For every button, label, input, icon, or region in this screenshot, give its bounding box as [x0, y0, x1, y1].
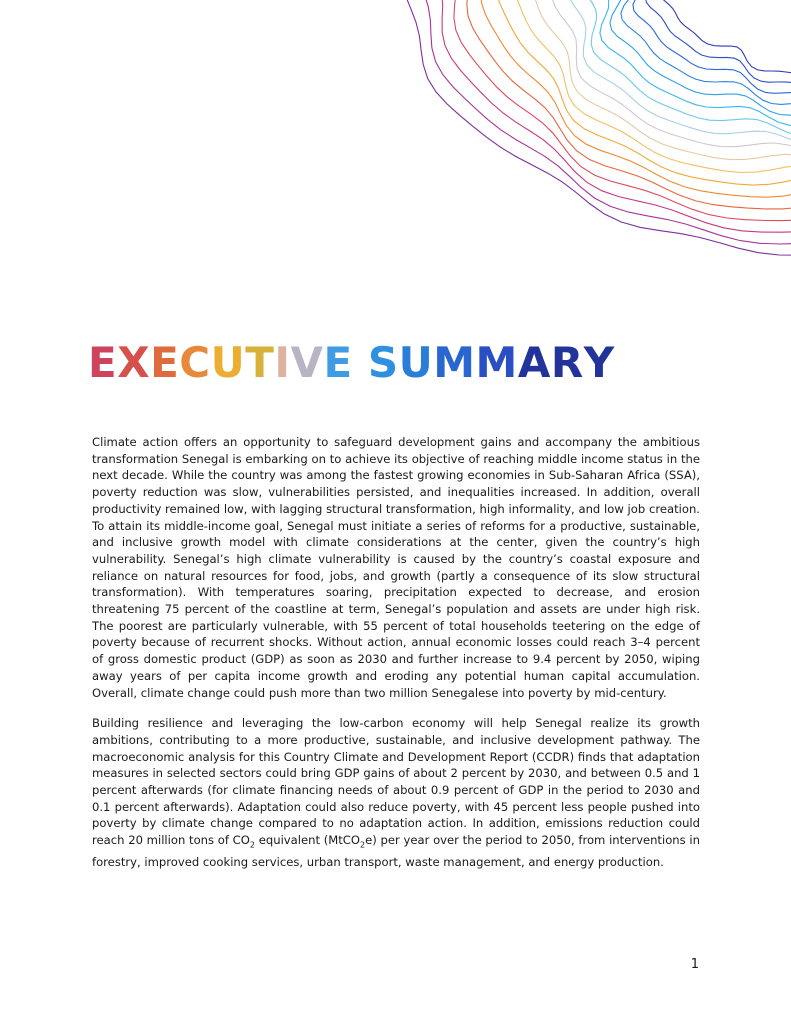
paragraph-building-resilience: Building resilience and leveraging the low-carbon economy will help Senegal realize its growth ambitions, contributing to a more productive, sustainable, and inclusive development pathway. The macroeconomic analysis for this Country Climate and Development Report (CCDR) finds that adaptation measures in selected sectors could bring GDP gains of about 2 percent by 2030, and between 0.5 and 1 percent afterwards (for climate financing needs of about 0.9 percent of GDP in the period to 2030 and 0.1 percent afterwards). Adaptation could also reduce poverty, with 45 percent less people pushed into poverty by climate change compared to no adaptation action. In addition, emissions reduction could reach 20 million tons of $CO_2$ equivalent (MtCO$_2$e) per year over the period to 2050, from interventions in forestry, improved cooking services, urban transport, waste management, and energy production. [92, 716, 700, 870]
paragraph-climate-action: Climate action offers an opportunity to safeguard development gains and accompany the ambitious transformation Senegal is embarking on to achieve its objective of reaching middle income status in the next decade. While the country was among the fastest growing economies in Sub-Saharan Africa (SSA), poverty reduction was slow, vulnerabilities persisted, and inequalities increased. In addition, overall productivity remained low, with lagging structural transformation, high informality, and low job creation. To attain its middle-income goal, Senegal must initiate a series of reforms for a productive, sustainable, and inclusive growth model with climate considerations at the center, given the country’s high vulnerability. Senegal’s high climate vulnerability is caused by the country’s coastal exposure and reliance on natural resources for food, jobs, and growth (partly a consequence of its slow structural transformation). With temperatures soaring, precipitation expected to decrease, and erosion threatening 75 percent of the coastline at term, Senegal’s population and assets are under high risk. The poorest are particularly vulnerable, with 55 percent of total households teetering on the edge of poverty because of recurrent shocks. Without action, annual economic losses could reach 3–4 percent of gross domestic product (GDP) as soon as 2030 and further increase to 9.4 percent by 2050, wiping away years of per capita income growth and eroding any potential human capital accumulation. Overall, climate change could push more than two million Senegalese into poverty by mid-century. [92, 435, 700, 700]
body-text [92, 434, 700, 885]
page-number: 1 [690, 957, 699, 972]
contour-ring [481, 0, 791, 197]
title-letter: V [290, 338, 324, 387]
title-letter: Y [583, 338, 615, 387]
contour-ring [467, 0, 791, 209]
title-letter: E [323, 338, 353, 387]
title-letter: A [517, 338, 551, 387]
title-letter: M [475, 338, 518, 387]
title-letter: M [433, 338, 476, 387]
title-letter: U [398, 338, 434, 387]
contour-ring [621, 0, 791, 104]
subscript-2: 2 [360, 840, 366, 850]
title-letter: C [179, 338, 211, 387]
contour-ring [434, 0, 791, 232]
contour-ring [610, 0, 791, 115]
contour-ring [496, 0, 791, 185]
contour-ring [659, 0, 791, 74]
title-letter: E [88, 338, 118, 387]
title-letter: U [210, 338, 246, 387]
title-letter: T [245, 338, 275, 387]
title-letter: I [274, 338, 291, 387]
title-letter: E [150, 338, 180, 387]
title-letter: R [550, 338, 584, 387]
title-letter: X [117, 338, 151, 387]
title-letter: S [367, 338, 399, 387]
contour-ring [451, 0, 791, 221]
contour-ring [581, 0, 791, 136]
contour-ring [563, 0, 791, 145]
subscript-2: 2 [249, 840, 255, 850]
contour-ring [633, 0, 791, 94]
contour-ring [402, 0, 791, 255]
title-word-summary [368, 338, 615, 387]
page-title [88, 338, 615, 387]
contour-ring [512, 0, 791, 173]
title-word-executive [88, 338, 353, 387]
